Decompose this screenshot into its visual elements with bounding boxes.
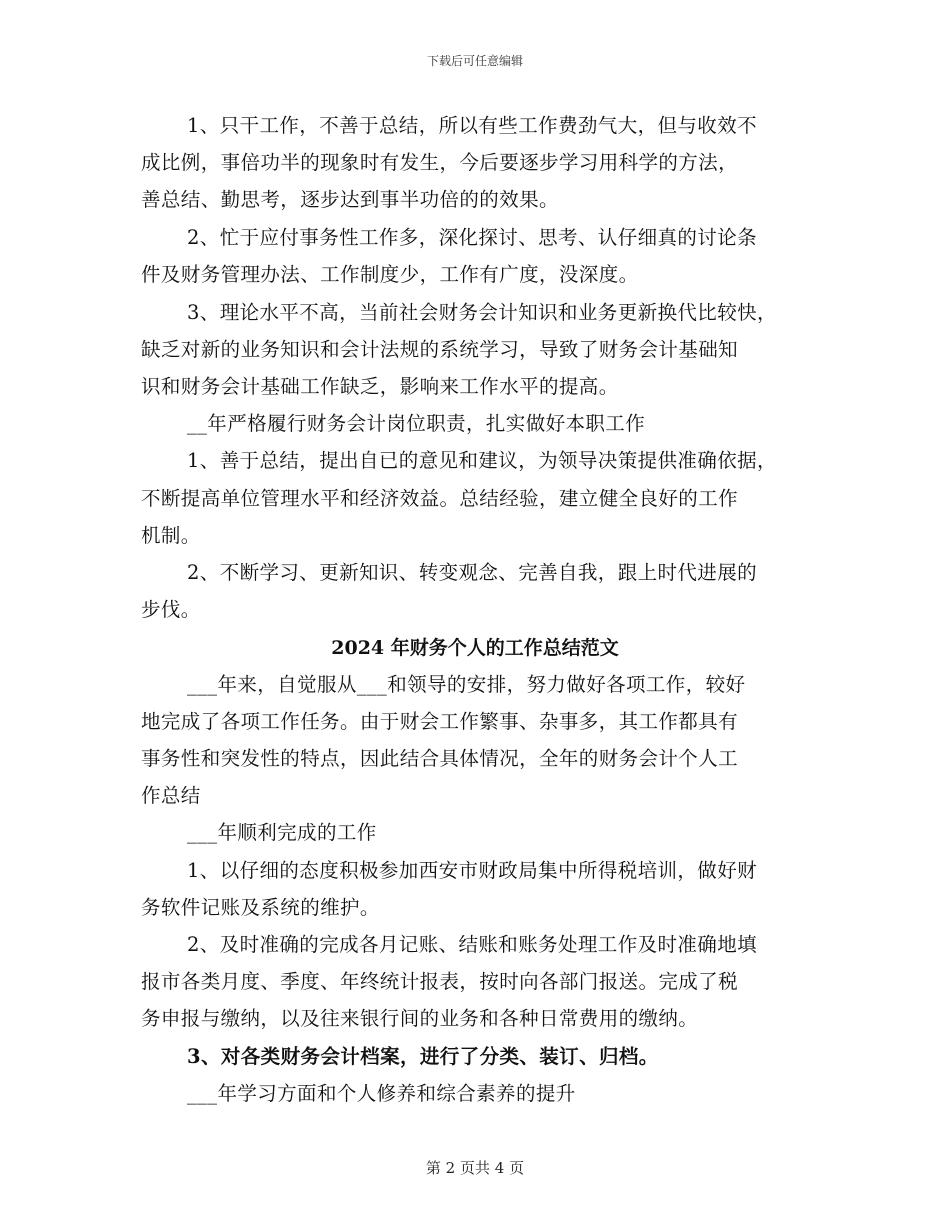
- bold-paragraph-line: 3、对各类财务会计档案，进行了分类、装订、归档。: [187, 1045, 659, 1068]
- paragraph-line: 务申报与缴纳，以及往来银行间的业务和各种日常费用的缴纳。: [141, 1007, 699, 1030]
- paragraph-line: 作总结: [141, 784, 201, 807]
- paragraph-line: 3、理论水平不高，当前社会财务会计知识和业务更新换代比较快，: [187, 301, 777, 324]
- paragraph-line: 事务性和突发性的特点，因此结合具体情况，全年的财务会计个人工: [141, 747, 739, 770]
- paragraph-line: 务软件记账及系统的维护。: [141, 896, 380, 919]
- paragraph-line: 2、不断学习、更新知识、转变观念、完善自我，跟上时代进展的: [187, 561, 758, 584]
- paragraph-line: 2、及时准确的完成各月记账、结账和账务处理工作及时准确地填: [187, 933, 758, 956]
- paragraph-line: 1、善于总结，提出自已的意见和建议，为领导决策提供准确依据，: [187, 449, 777, 472]
- paragraph-line: 不断提高单位管理水平和经济效益。总结经验，建立健全良好的工作: [141, 487, 739, 510]
- section-heading: ___年顺利完成的工作: [187, 821, 377, 844]
- paragraph-line: 2、忙于应付事务性工作多，深化探讨、思考、认仔细真的讨论条: [187, 226, 758, 249]
- paragraph-line: 件及财务管理办法、工作制度少，工作有广度，没深度。: [141, 263, 639, 286]
- paragraph-line: 1、以仔细的态度积极参加西安市财政局集中所得税培训，做好财: [187, 859, 758, 882]
- paragraph-line: 识和财务会计基础工作缺乏，影响来工作水平的提高。: [141, 375, 619, 398]
- section-heading: __年严格履行财务会计岗位职责，扎实做好本职工作: [187, 412, 646, 435]
- paragraph-line: 1、只干工作，不善于总结，所以有些工作费劲气大，但与收效不: [187, 114, 758, 137]
- paragraph-line: 报市各类月度、季度、年终统计报表，按时向各部门报送。完成了税: [141, 970, 739, 993]
- paragraph-line: ___年来，自觉服从___和领导的安排，努力做好各项工作，较好: [187, 673, 746, 696]
- paragraph-line: 成比例，事倍功半的现象时有发生，今后要逐步学习用科学的方法，: [141, 151, 739, 174]
- paragraph-line: 缺乏对新的业务知识和会计法规的系统学习，导致了财务会计基础知: [141, 338, 739, 361]
- paragraph-line: 机制。: [141, 524, 201, 547]
- page-header: 下载后可任意编辑: [426, 54, 523, 68]
- document-title: 2024 年财务个人的工作总结范文: [331, 637, 619, 659]
- paragraph-line: 善总结、勤思考，逐步达到事半功倍的的效果。: [141, 188, 559, 211]
- section-heading: ___年学习方面和个人修养和综合素养的提升: [187, 1082, 576, 1105]
- page-footer: 第 2 页共 4 页: [425, 1159, 525, 1177]
- paragraph-line: 步伐。: [141, 598, 201, 621]
- paragraph-line: 地完成了各项工作任务。由于财会工作繁事、杂事多，其工作都具有: [141, 710, 739, 733]
